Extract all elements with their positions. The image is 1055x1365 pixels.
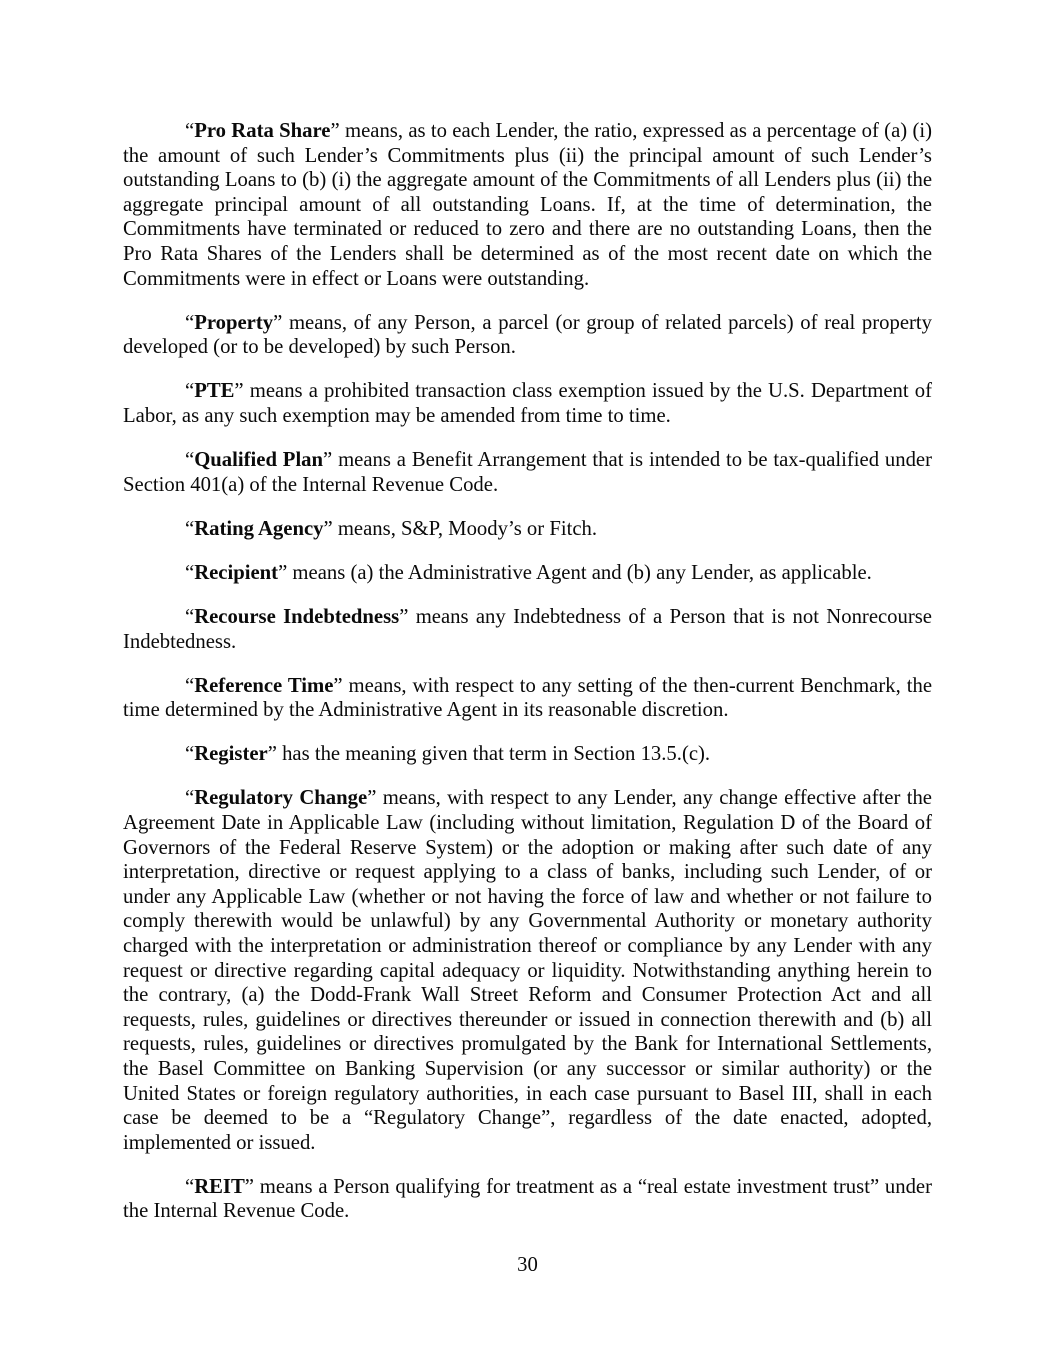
- definition-body: ” has the meaning given that term in Section 13.5.(c).: [267, 743, 711, 766]
- definition-body: ” means, S&P, Moody’s or Fitch.: [323, 517, 598, 540]
- open-quote: “: [185, 120, 195, 142]
- open-quote: “: [185, 1175, 195, 1198]
- definition-body: ” means a prohibited transaction class exemption issued by the U.S. Department of Labor, as any such exemption may be amended from time to time.: [123, 380, 932, 427]
- definition-body: ” means, of any Person, a parcel (or group of related parcels) of real property developed (or to be developed) by such Person.: [123, 311, 932, 359]
- defined-term: REIT: [194, 1175, 245, 1198]
- definition-property: [123, 311, 932, 360]
- open-quote: “: [185, 449, 195, 472]
- open-quote: “: [185, 517, 195, 540]
- defined-term: PTE: [194, 380, 235, 403]
- definition-pro-rata-share: [123, 119, 932, 291]
- defined-term: Register: [194, 743, 268, 766]
- definition-recipient: [123, 561, 932, 586]
- definition-pte: [123, 379, 932, 428]
- open-quote: “: [185, 787, 195, 810]
- defined-term: Recourse Indebtedness: [194, 605, 400, 628]
- defined-term: Rating Agency: [194, 517, 324, 540]
- definition-regulatory-change: [123, 786, 932, 1155]
- definition-body: ” means, with respect to any setting of the then-current Benchmark, the time determined by the Administrative Agent in its reasonable discretion.: [123, 674, 932, 722]
- open-quote: “: [185, 605, 195, 628]
- defined-term: Pro Rata Share: [194, 120, 331, 142]
- open-quote: “: [185, 380, 195, 403]
- definition-body: ” means a Benefit Arrangement that is intended to be tax-qualified under Section 401(a) of the Internal Revenue Code.: [123, 449, 933, 496]
- defined-term: Property: [194, 311, 274, 334]
- definition-qualified-plan: [123, 448, 932, 497]
- defined-term: Regulatory Change: [194, 787, 368, 810]
- open-quote: “: [185, 561, 195, 584]
- page-number: 30: [517, 1254, 538, 1276]
- open-quote: “: [185, 311, 195, 334]
- definition-body: ” means (a) the Administrative Agent and (b) any Lender, as applicable.: [278, 561, 872, 584]
- open-quote: “: [185, 743, 195, 766]
- definition-register: [123, 742, 932, 767]
- document-body: [123, 119, 932, 1243]
- defined-term: Reference Time: [194, 674, 334, 697]
- defined-term: Qualified Plan: [194, 449, 324, 472]
- defined-term: Recipient: [194, 561, 279, 584]
- definition-body: ” means, as to each Lender, the ratio, expressed as a percentage of (a) (i) the amount of such Lender’s Commitments plus (ii) the principal amount of such Lender’s outstanding Loans to (b) (i) the aggregate amount of the Commitments of all Lenders plus (ii) the aggregate principal amount of all outstanding Loans. If, at the time of determination, the Commitments have terminated or reduced to zero and there are no outstanding Loans, then the Pro Rata Shares of the Lenders shall be determined as of the most recent date on which the Commitments were in effect or Loans were outstanding.: [123, 120, 932, 290]
- definition-body: ” means a Person qualifying for treatment as a “real estate investment trust” under the Internal Revenue Code.: [123, 1175, 932, 1223]
- definition-reference-time: [123, 674, 932, 723]
- definition-body: ” means any Indebtedness of a Person that is not Nonrecourse Indebtedness.: [123, 605, 932, 653]
- definition-body: ” means, with respect to any Lender, any change effective after the Agreement Date in Applicable Law (including without limitation, Regulation D of the Board of Governors of the Federal Reserve System) or the adoption or making after such date of any interpretation, directive or request applying to a class of banks, including such Lender, of or under any Applicable Law (whether or not having the force of law and whether or not failure to comply therewith would be unlawful) by any Governmental Authority or monetary authority charged with the interpretation or administration thereof or compliance by any Lender with any request or directive regarding capital adequacy or liquidity. Notwithstanding anything herein to the contrary, (a) the Dodd-Frank Wall Street Reform and Consumer Protection Act and all requests, rules, guidelines or directives thereunder or issued in connection therewith and (b) all requests, rules, guidelines or directives promulgated by the Bank for International Settlements, the Basel Committee on Banking Supervision (or any successor or similar authority) or the United States or foreign regulatory authorities, in each case pursuant to Basel III, shall in each case be deemed to be a “Regulatory Change”, regardless of the date enacted, adopted, implemented or issued.: [123, 787, 932, 1154]
- definition-rating-agency: [123, 517, 932, 542]
- definition-reit: [123, 1175, 932, 1224]
- definition-recourse-indebtedness: [123, 605, 932, 654]
- open-quote: “: [185, 674, 195, 697]
